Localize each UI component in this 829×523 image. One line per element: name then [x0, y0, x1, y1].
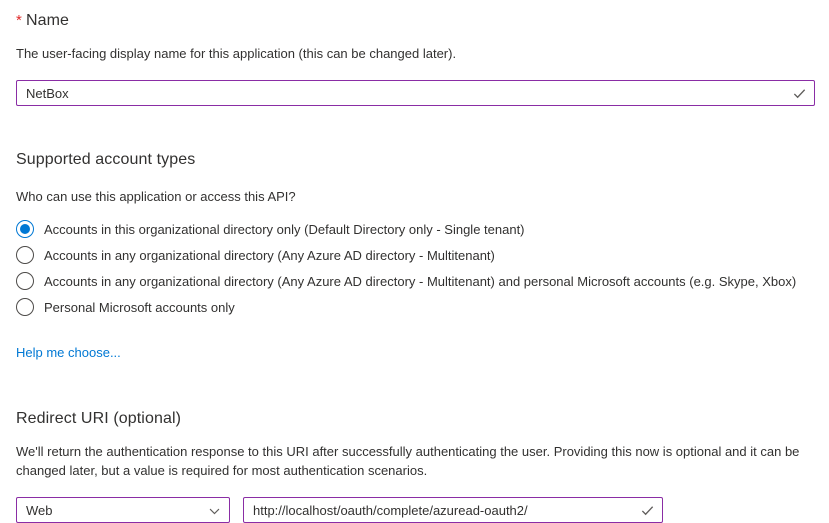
- radio-button-icon[interactable]: [16, 246, 34, 264]
- name-description: The user-facing display name for this application (this can be changed later).: [16, 46, 457, 61]
- required-asterisk: *: [16, 12, 22, 29]
- radio-option-multitenant[interactable]: [16, 242, 813, 268]
- redirect-uri-description: We'll return the authentication response to this URI after successfully authenticating the user. Providing this now is optional and it can be changed later, but a value is required for most authentication scenarios.: [16, 444, 800, 478]
- help-me-choose-link[interactable]: Help me choose...: [16, 345, 121, 360]
- name-input[interactable]: [16, 80, 815, 106]
- redirect-uri-input[interactable]: [243, 497, 663, 523]
- radio-option-label: Personal Microsoft accounts only: [44, 299, 235, 315]
- account-types-question: Who can use this application or access this API?: [16, 189, 296, 204]
- uri-input-wrap: [243, 497, 663, 523]
- redirect-uri-row: [16, 497, 813, 523]
- account-types-radio-group: [16, 216, 813, 320]
- chevron-down-icon: [208, 505, 221, 518]
- radio-option-label: Accounts in this organizational directory only (Default Directory only - Single tenant): [44, 221, 525, 237]
- radio-button-icon[interactable]: [16, 298, 34, 316]
- radio-option-multitenant-personal[interactable]: [16, 268, 813, 294]
- radio-option-label: Accounts in any organizational directory (Any Azure AD directory - Multitenant) and personal Microsoft accounts (e.g. Skype, Xbox): [44, 273, 797, 289]
- account-types-title: Supported account types: [16, 151, 196, 168]
- platform-select-value: Web: [26, 502, 53, 518]
- radio-button-icon[interactable]: [16, 220, 34, 238]
- name-label: Name: [25, 12, 70, 29]
- radio-option-label: Accounts in any organizational directory (Any Azure AD directory - Multitenant): [44, 247, 495, 263]
- radio-option-personal-only[interactable]: [16, 294, 813, 320]
- radio-option-single-tenant[interactable]: [16, 216, 813, 242]
- platform-select[interactable]: [16, 497, 230, 523]
- radio-button-icon[interactable]: [16, 272, 34, 290]
- redirect-uri-title: Redirect URI (optional): [16, 410, 182, 427]
- name-input-wrap: [16, 80, 815, 106]
- name-section-title: [16, 12, 813, 30]
